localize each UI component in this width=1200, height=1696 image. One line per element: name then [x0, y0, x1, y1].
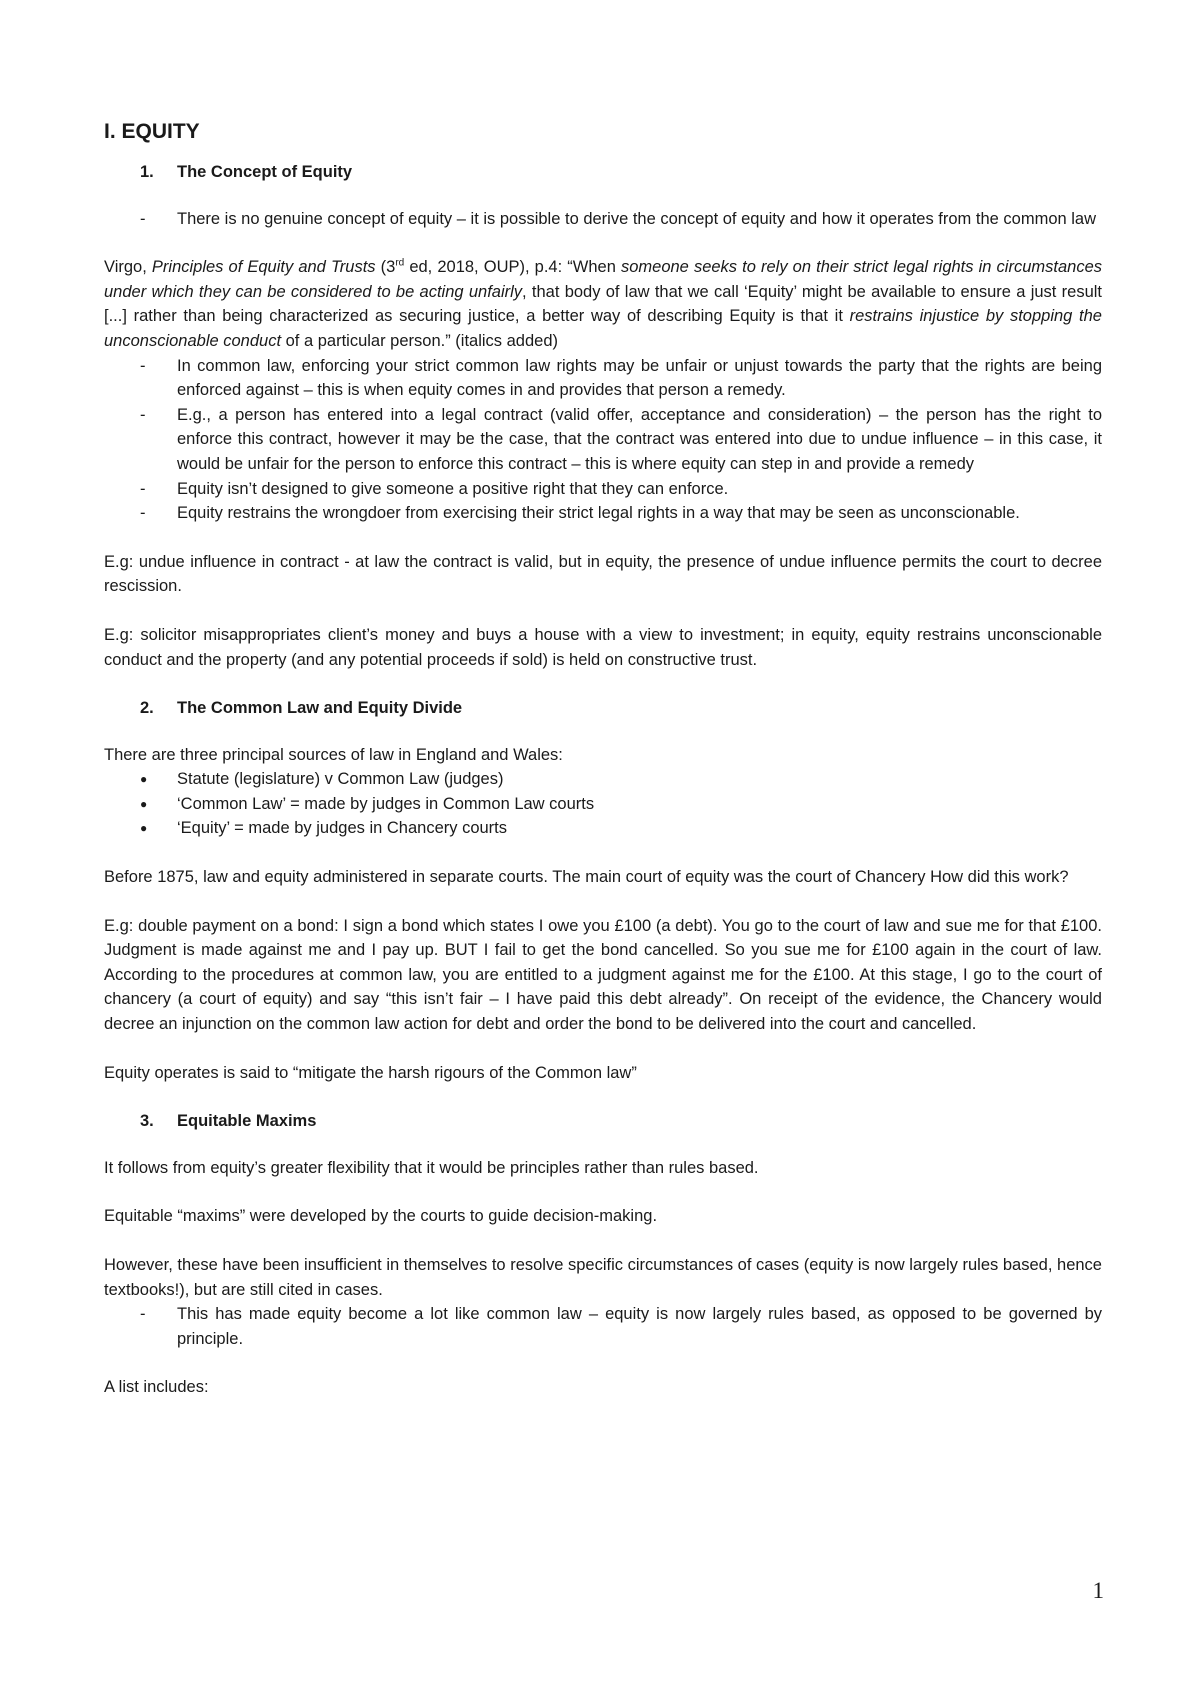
section-heading-concept: [104, 160, 1102, 185]
quote-text: ed, 2018, OUP), p.4: “When: [404, 258, 621, 277]
bullet-list: [104, 767, 1102, 841]
paragraph: Equitable “maxims” were developed by the courts to guide decision-making.: [104, 1207, 658, 1226]
list-item: [104, 477, 1102, 502]
bullet-marker: ●: [140, 796, 148, 811]
dash-list: [104, 1302, 1102, 1351]
list-item: [104, 816, 1102, 841]
list-item: [104, 403, 1102, 477]
quote-text: (3: [375, 258, 396, 277]
list-item: [104, 501, 1102, 526]
list-item-text: There is no genuine concept of equity – it is possible to derive the concept of equity and how it operates from the common law: [177, 209, 1097, 228]
section-number: 1.: [140, 163, 154, 181]
list-item-text: ‘Common Law’ = made by judges in Common Law courts: [177, 794, 595, 813]
dash-marker: -: [140, 479, 146, 498]
bullet-marker: ●: [140, 772, 148, 787]
list-item-text: Statute (legislature) v Common Law (judges): [177, 770, 504, 789]
quote-text: , that body of law that we call ‘Equity’ might be available to ensure a just result [...] rather than being characterized as securing justice, a better way of describing Equity is that it: [104, 282, 1103, 326]
section-number: 2.: [140, 699, 154, 718]
list-item: [104, 207, 1102, 232]
paragraph: There are three principal sources of law in England and Wales:: [104, 745, 563, 764]
section-number: 3.: [140, 1112, 154, 1131]
virgo-quote-paragraph: [104, 255, 1102, 353]
section-heading-maxims: [104, 1109, 1102, 1134]
paragraph: Before 1875, law and equity administered in separate courts. The main court of equity was the court of Chancery How did this work?: [104, 868, 1069, 887]
paragraph: Equity operates is said to “mitigate the harsh rigours of the Common law”: [104, 1063, 637, 1082]
dash-marker: -: [140, 1305, 146, 1324]
example-paragraph: E.g: solicitor misappropriates client’s money and buys a house with a view to investment; in equity, equity restrains unconscionable conduct and the property (and any potential proceeds if sold) is held on constructive trust.: [104, 625, 1102, 669]
dash-marker: -: [140, 356, 146, 375]
italic-text: restrains injustice by stopping the unconscionable conduct: [104, 307, 1102, 350]
list-item: [104, 354, 1102, 403]
example-paragraph: E.g: double payment on a bond: I sign a bond which states I owe you £100 (a debt). You go to the court of law and sue me for that £100. Judgment is made against me and I pay up. BUT I fail to get the bond cancelled. So you sue me for £100 again in the court of law. According to the procedures at common law, you are entitled to a judgment against me for the £100. At this stage, I go to the court of chancery (a court of equity) and say “this isn’t fair – I have paid this debt already”. On receipt of the evidence, the Chancery would decree an injunction on the common law action for debt and order the bond to be delivered into the court and cancelled.: [104, 916, 1102, 1034]
list-item-text: In common law, enforcing your strict common law rights may be unfair or unjust towards the party that the rights are being enforced against – this is when equity comes in and provides that person a remedy.: [177, 356, 1102, 400]
italic-text: someone seeks to rely on their strict legal rights in circumstances under which they can be considered to be acting unfairly: [104, 258, 1102, 301]
section-title: The Concept of Equity: [177, 163, 353, 181]
quote-text: of a particular person.” (italics added): [281, 331, 559, 350]
list-item-text: ‘Equity’ = made by judges in Chancery courts: [177, 819, 508, 838]
dash-marker: -: [140, 504, 146, 523]
section-title: Equitable Maxims: [177, 1112, 317, 1131]
bullet-marker: ●: [140, 821, 148, 836]
dash-marker: -: [140, 405, 146, 424]
section-heading-divide: [104, 696, 1102, 721]
quote-author: Virgo,: [104, 258, 152, 277]
list-item-text: Equity restrains the wrongdoer from exercising their strict legal rights in a way that may be seen as unconscionable.: [177, 504, 1020, 523]
dash-list: [104, 207, 1102, 232]
example-paragraph: E.g: undue influence in contract - at law the contract is valid, but in equity, the presence of undue influence permits the court to decree rescission.: [104, 552, 1102, 596]
dash-list: [104, 354, 1102, 526]
paragraph: However, these have been insufficient in themselves to resolve specific circumstances of cases (equity is now largely rules based, hence textbooks!), but are still cited in cases.: [104, 1256, 1102, 1299]
book-title: Principles of Equity and Trusts: [151, 258, 376, 277]
document-body: [104, 118, 1102, 1424]
paragraph: A list includes:: [104, 1378, 209, 1397]
section-title: The Common Law and Equity Divide: [177, 699, 463, 718]
list-item-text: This has made equity become a lot like common law – equity is now largely rules based, as opposed to be governed by principle.: [177, 1305, 1102, 1348]
document-title: I. EQUITY: [104, 120, 200, 143]
superscript: rd: [395, 257, 405, 269]
list-item-text: E.g., a person has entered into a legal contract (valid offer, acceptance and consideration) – the person has the right to enforce this contract, however it may be the case, that the contract was entered into due to undue influence – in this case, it would be unfair for the person to enforce this contract – this is where equity can step in and provide a remedy: [177, 405, 1102, 473]
dash-marker: -: [140, 209, 146, 228]
list-item: [104, 1302, 1102, 1351]
paragraph: It follows from equity’s greater flexibility that it would be principles rather than rules based.: [104, 1158, 759, 1177]
list-item: [104, 767, 1102, 792]
list-item-text: Equity isn’t designed to give someone a positive right that they can enforce.: [177, 479, 729, 498]
page-number: 1: [1092, 1578, 1104, 1603]
list-item: [104, 792, 1102, 817]
